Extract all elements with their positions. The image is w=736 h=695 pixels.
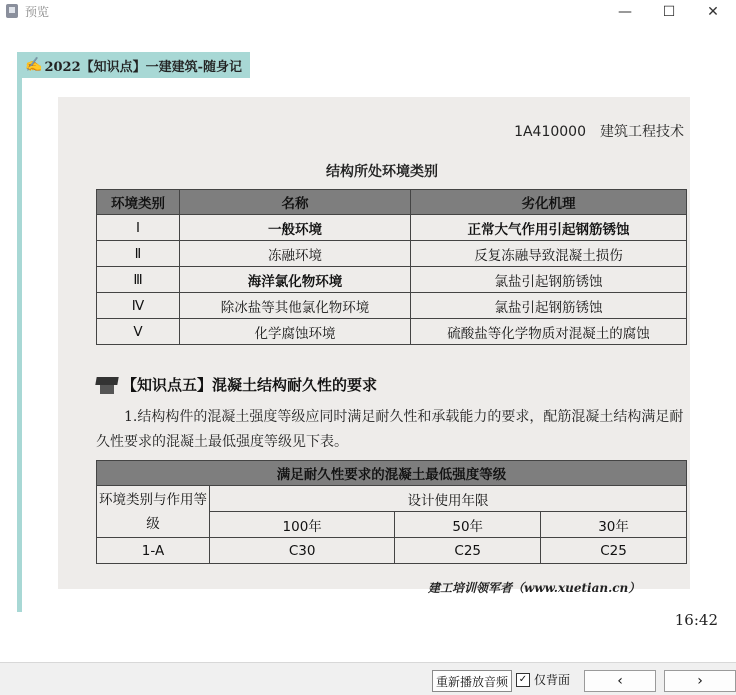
table-cell: 反复冻融导致混凝土损伤 — [411, 241, 687, 267]
card-title: 2022【知识点】一建建筑-随身记 — [44, 59, 243, 75]
table-cell: C25 — [395, 538, 541, 564]
table2-year-header: 100年 — [210, 512, 395, 538]
table-row — [97, 267, 687, 293]
table1-header: 劣化机理 — [411, 190, 687, 215]
table-cell: 海洋氯化物环境 — [180, 267, 411, 293]
table1-title: 结构所处环境类别 — [326, 164, 438, 180]
table-cell: Ⅳ — [97, 293, 180, 319]
page-footer: 建工培训领军者（www.xuetian.cn） — [428, 581, 641, 595]
card-header — [17, 52, 250, 78]
table-row — [97, 538, 687, 564]
minimize-button[interactable]: — — [618, 4, 632, 20]
table-row — [97, 293, 687, 319]
table-cell: Ⅰ — [97, 215, 180, 241]
table-cell: C30 — [210, 538, 395, 564]
concrete-strength-table — [96, 460, 687, 564]
next-button[interactable]: › — [664, 670, 736, 692]
table1-header: 名称 — [180, 190, 411, 215]
back-only-checkbox[interactable] — [516, 671, 570, 688]
table-cell: 氯盐引起钢筋锈蚀 — [411, 267, 687, 293]
audio-time: 16:42 — [674, 611, 718, 629]
table-row — [97, 215, 687, 241]
table2-group-header: 设计使用年限 — [210, 486, 687, 512]
table2-caption: 满足耐久性要求的混凝土最低强度等级 — [97, 461, 687, 486]
content-frame-bar — [17, 52, 22, 612]
close-button[interactable]: ✕ — [707, 4, 719, 20]
table1-header: 环境类别 — [97, 190, 180, 215]
table2-year-header: 30年 — [541, 512, 687, 538]
environment-category-table — [96, 189, 687, 345]
checkbox-box[interactable]: ✓ — [516, 673, 530, 687]
graduation-cap-icon — [96, 373, 118, 395]
section-paragraph: 1.结构构件的混凝土强度等级应同时满足耐久性和承载能力的要求，配筋混凝土结构满足耐久性要求的混凝土最低强度等级见下表。 — [96, 409, 684, 450]
replay-audio-button[interactable]: 重新播放音频 — [432, 670, 512, 692]
checkbox-label: 仅背面 — [534, 673, 571, 687]
prev-button[interactable]: ‹ — [584, 670, 656, 692]
table-row — [97, 319, 687, 345]
table-cell: 正常大气作用引起钢筋锈蚀 — [411, 215, 687, 241]
preview-app-icon — [6, 4, 18, 18]
table-row — [97, 241, 687, 267]
table2-year-header: 50年 — [395, 512, 541, 538]
section-title: 【知识点五】混凝土结构耐久性的要求 — [122, 375, 378, 394]
pencil-icon: ✍ — [25, 57, 43, 73]
section-heading — [96, 373, 377, 395]
table-cell: 1-A — [97, 538, 210, 564]
window-title: 预览 — [25, 5, 50, 19]
table-cell: 硫酸盐等化学物质对混凝土的腐蚀 — [411, 319, 687, 345]
table-cell: 化学腐蚀环境 — [180, 319, 411, 345]
table-cell: 氯盐引起钢筋锈蚀 — [411, 293, 687, 319]
title-bar — [0, 0, 736, 24]
table-cell: 一般环境 — [180, 215, 411, 241]
table-cell: 除冰盐等其他氯化物环境 — [180, 293, 411, 319]
table2-header: 环境类别与作用等级 — [97, 486, 210, 538]
table-cell: Ⅴ — [97, 319, 180, 345]
running-header: 1A410000 建筑工程技术 — [514, 124, 684, 140]
table-cell: Ⅲ — [97, 267, 180, 293]
maximize-button[interactable]: ☐ — [662, 4, 676, 20]
table-cell: 冻融环境 — [180, 241, 411, 267]
scanned-page-image — [58, 97, 690, 595]
table-cell: Ⅱ — [97, 241, 180, 267]
table-cell: C25 — [541, 538, 687, 564]
